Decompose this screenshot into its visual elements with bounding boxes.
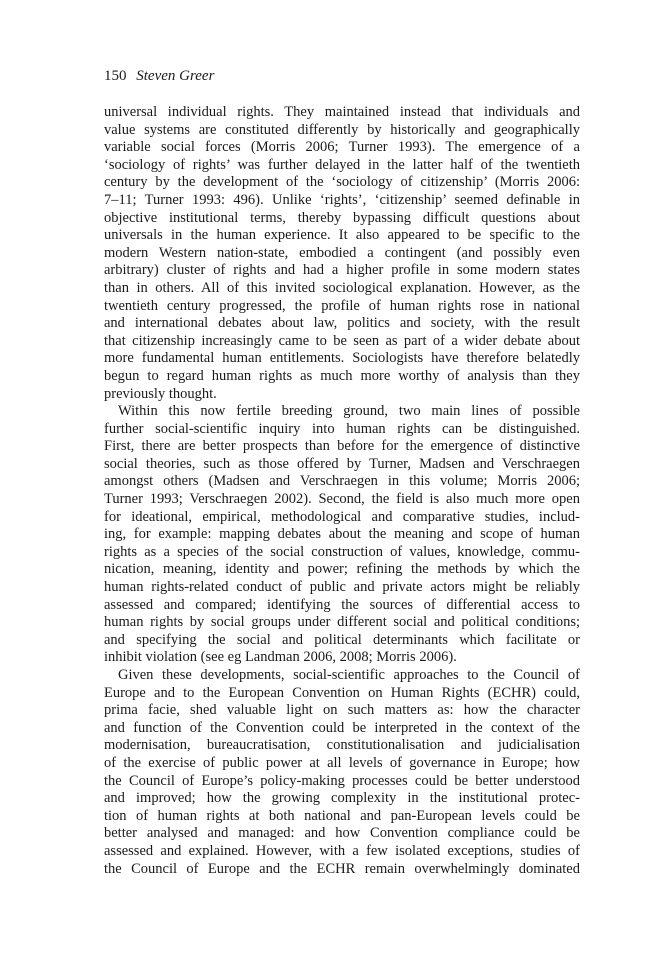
text-line: modern Western nation-state, embodied a contingent (and possibly even: [104, 244, 580, 261]
text-line: social theories, such as those offered by Turner, Madsen and Verschraegen: [104, 455, 580, 472]
text-line: Turner 1993; Verschraegen 2002). Second, the field is also much more open: [104, 491, 580, 508]
text-line: century by the development of the ‘sociology of citizenship’ (Morris 2006:: [104, 174, 580, 191]
text-line: amongst others (Madsen and Verschraegen in this volume; Morris 2006;: [104, 473, 580, 490]
text-line: for ideational, empirical, methodological and comparative studies, includ-: [104, 508, 580, 525]
text-line: prima facie, shed valuable light on such matters as: how the character: [104, 702, 580, 719]
paragraph: [104, 403, 580, 667]
text-line: human rights by social groups under different social and political conditions;: [104, 614, 580, 631]
paragraph: [104, 104, 580, 403]
text-line: of the exercise of public power at all levels of governance in Europe; how: [104, 754, 580, 771]
text-line: better analysed and managed: and how Convention compliance could be: [104, 825, 580, 842]
text-line: previously thought.: [104, 385, 217, 402]
text-line: further social-scientific inquiry into human rights can be distinguished.: [104, 420, 580, 437]
text-line: rights as a species of the social construction of values, knowledge, commu-: [104, 543, 580, 560]
text-line: and specifying the social and political determinants which facilitate or: [104, 631, 580, 648]
text-line: twentieth century progressed, the profile of human rights rose in national: [104, 297, 580, 314]
text-line: and international debates about law, politics and society, with the result: [104, 315, 580, 332]
running-head-author: Steven Greer: [136, 68, 215, 84]
text-line: begun to regard human rights as much more worthy of analysis than they: [104, 367, 580, 384]
text-line: Within this now fertile breeding ground, two main lines of possible: [118, 403, 580, 420]
text-line: universal individual rights. They maintained instead that individuals and: [104, 104, 580, 120]
text-line: human rights-related conduct of public and private actors might be reliably: [104, 579, 580, 596]
text-line: more fundamental human entitlements. Sociologists have therefore belatedly: [104, 350, 580, 367]
page-number: 150: [104, 68, 127, 84]
text-line: assessed and compared; identifying the sources of differential access to: [104, 596, 580, 613]
text-line: Given these developments, social-scientific approaches to the Council of: [118, 667, 580, 683]
paragraph: [104, 667, 580, 878]
text-line: ing, for example: mapping debates about the meaning and scope of human: [104, 526, 580, 543]
text-line: assessed and explained. However, with a few isolated exceptions, studies of: [104, 842, 580, 859]
text-line: value systems are constituted differently by historically and geographically: [104, 121, 580, 138]
body-text: [104, 104, 580, 878]
text-line: arbitrary) cluster of rights and had a higher profile in some modern states: [104, 262, 580, 279]
text-line: the Council of Europe and the ECHR remain overwhelmingly dominated: [104, 860, 580, 877]
text-line: and improved; how the growing complexity in the institutional protec-: [104, 790, 580, 807]
text-line: objective institutional terms, thereby bypassing difficult questions about: [104, 209, 580, 226]
text-line: the Council of Europe’s policy-making processes could be better understood: [104, 772, 580, 789]
text-line: 7–11; Turner 1993: 496). Unlike ‘rights’, ‘citizenship’ seemed definable in: [104, 191, 580, 208]
text-line: nication, meaning, identity and power; refining the methods by which the: [104, 561, 580, 578]
text-line: that citizenship increasingly came to be seen as part of a wider debate about: [104, 332, 580, 349]
text-line: First, there are better prospects than before for the emergence of distinctive: [104, 438, 580, 455]
text-line: Europe and to the European Convention on Human Rights (ECHR) could,: [104, 684, 580, 701]
text-line: universals in the human experience. It also appeared to be specific to the: [104, 227, 580, 244]
text-line: ‘sociology of rights’ was further delayed in the latter half of the twentieth: [104, 156, 580, 173]
text-line: tion of human rights at both national and pan-European levels could be: [104, 807, 580, 824]
text-line: inhibit violation (see eg Landman 2006, 2008; Morris 2006).: [104, 649, 457, 666]
text-line: than in others. All of this invited sociological explanation. However, as the: [104, 279, 580, 296]
text-line: modernisation, bureaucratisation, constitutionalisation and judicialisation: [104, 737, 580, 754]
running-head: [104, 66, 214, 86]
text-line: and function of the Convention could be interpreted in the context of the: [104, 719, 580, 736]
text-line: variable social forces (Morris 2006; Turner 1993). The emergence of a: [104, 139, 580, 156]
